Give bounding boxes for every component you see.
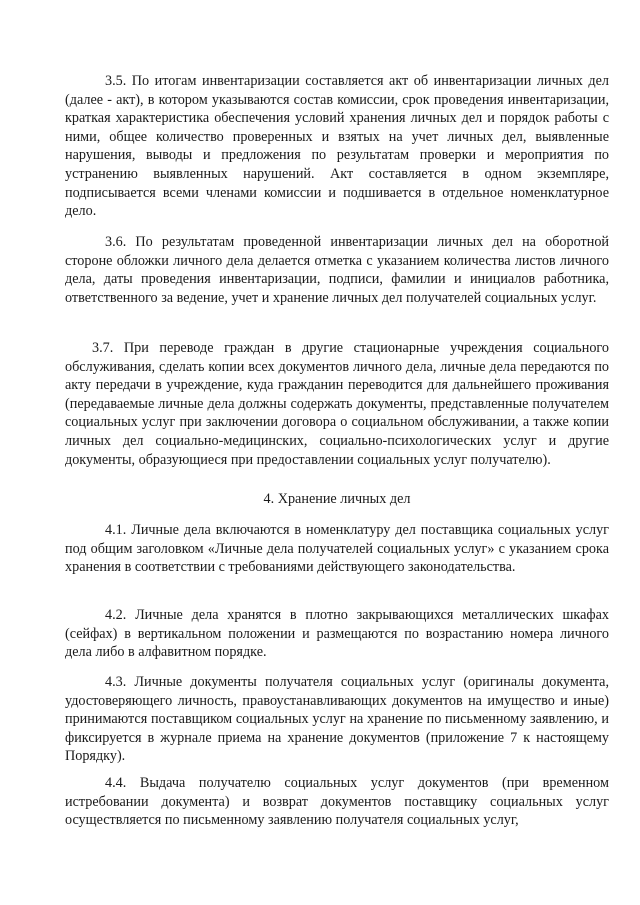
paragraph-4-1: 4.1. Личные дела включаются в номенклатуру дел поставщика социальных услуг под общим заголовком «Личные дела получателей социальных услуг» с указанием срока хранения в соответствии с требованиями действующего законодательства. [65,522,609,576]
section-heading: 4. Хранение личных дел [263,491,411,507]
paragraph-3-5: 3.5. По итогам инвентаризации составляется акт об инвентаризации личных дел (далее - акт), в котором указываются состав комиссии, срок проведения инвентаризации, краткая характеристика обеспечения условий хранения личных дел и порядок работы с ними, общее количество проверенных и взятых на учет личных дел, выявленные нарушения, выводы и предложения по результатам проверки и мероприятия по устранению выявленных нарушений. Акт составляется в одном экземпляре, подписывается всеми членами комиссии и подшивается в отдельное номенклатурное дело. [65,73,609,220]
paragraph-4-4: 4.4. Выдача получателю социальных услуг документов (при временном истребовании документа) и возврат документов поставщику социальных услуг осуществляется по письменному заявлению получателя социальных услуг, [65,775,609,829]
paragraph-4-2: 4.2. Личные дела хранятся в плотно закрывающихся металлических шкафах (сейфах) в вертикальном положении и размещаются по возрастанию номера личного дела либо в алфавитном порядке. [65,607,609,661]
paragraph-3-6: 3.6. По результатам проведенной инвентаризации личных дел на оборотной стороне обложки личного дела делается отметка с указанием количества листов личного дела, даты проведения инвентаризации, подписи, фамилии и инициалов работника, ответственного за ведение, учет и хранение личных дел получателей социальных услуг. [65,234,609,306]
paragraph-4-3: 4.3. Личные документы получателя социальных услуг (оригиналы документа, удостоверяющего личность, правоустанавливающих документов на имущество и иные) принимаются поставщиком социальных услуг на хранение по письменному заявлению, и фиксируется в журнале приема на хранение документов (приложение 7 к настоящему Порядку). [65,674,609,765]
paragraph-3-7: 3.7. При переводе граждан в другие стационарные учреждения социального обслуживания, сделать копии всех документов личного дела, личные дела передаются по акту передачи в учреждение, куда гражданин переводится для дальнейшего проживания (передаваемые личные дела должны содержать документы, представленные получателем социальных услуг при заключении договора о социальном обслуживании, а также копии личных дел социально-медицинских, социально-психологических услуг и другие документы, образующиеся при предоставлении социальных услуг получателю). [65,340,609,468]
